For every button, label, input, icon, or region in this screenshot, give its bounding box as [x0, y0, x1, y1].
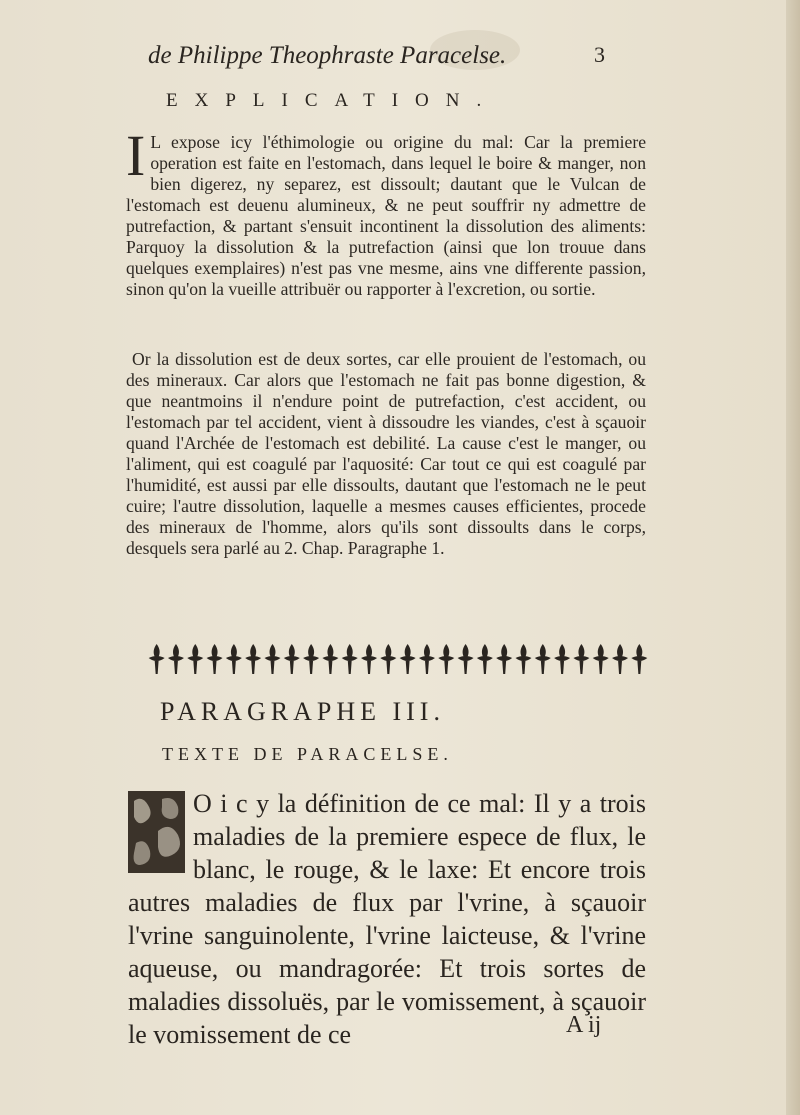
paragraph-heading: PARAGRAPHE III. [160, 697, 445, 726]
ornament-flower [554, 644, 570, 674]
texte-heading: TEXTE DE PARACELSE. [162, 744, 453, 764]
ornament-flower [380, 644, 396, 674]
paragraph-1-text: L expose icy l'éthimologie ou origine du mal: Car la premiere operation est faite en l'estomach, dans lequel le boire & manger, non bien digerez, ny separez, est dissoult; dautant que le Vulcan de l'estomach est deuenu alumineux, & ne peut souffrir ny admettre de putrefaction, & partant s'ensuit incontinent la dissolution des aliments: Parquoy la dissolution & la putrefaction (ainsi que lon trouue dans quelques exemplaires) n'est pas vne mesme, ains vne differente passion, sinon qu'on la vueille attribuër ou rapporter à l'excretion, ou sortie. [126, 132, 646, 299]
ornament-flower [187, 644, 203, 674]
ornament-flower [419, 644, 435, 674]
paragraph-2 [126, 349, 646, 559]
text-large-body: O i c y la définition de ce mal: Il y a trois maladies de la premiere espece de flux, le blanc, le rouge, & le laxe: Et encore trois autres maladies de flux par l'vrine, à sçauoir l'vrine sanguinolente, l'vrine laicteuse, & l'vrine aqueuse, ou mandragorée: Et trois sortes de maladies dissoluës, par le vomissement, à sçauoir le vomissement de ce [128, 789, 646, 1049]
ornament-flower [342, 644, 358, 674]
ornament-flower [573, 644, 589, 674]
ornament-flower [207, 644, 223, 674]
ornate-initial [128, 791, 185, 873]
ornament-flower [322, 644, 338, 674]
ornament-flower [612, 644, 628, 674]
ornament-flower [361, 644, 377, 674]
explication-heading: EXPLICATION. [166, 90, 499, 111]
ornament-svg [147, 640, 649, 680]
ornament-flower [245, 644, 261, 674]
ornament-flower [226, 644, 242, 674]
running-title: de Philippe Theophraste Paracelse. [148, 42, 507, 69]
ornament-flower [477, 644, 493, 674]
ornament-flower [593, 644, 609, 674]
ornament-flower [438, 644, 454, 674]
running-head [148, 42, 668, 78]
ornament-flower [535, 644, 551, 674]
drop-cap: I [126, 123, 146, 188]
page-number: 3 [594, 42, 605, 67]
floral-ornament-band [147, 640, 649, 680]
ornament-flower [149, 644, 165, 674]
ornament-flower [168, 644, 184, 674]
ornament-flower [631, 644, 647, 674]
ornament-flower [265, 644, 281, 674]
ornament-flower [284, 644, 300, 674]
ornament-flower [400, 644, 416, 674]
paragraph-1 [126, 123, 646, 300]
signature-mark: A ij [566, 1012, 602, 1038]
ornament-flower [496, 644, 512, 674]
ornament-flower [458, 644, 474, 674]
page-edge [786, 0, 800, 1115]
ornament-flower [516, 644, 532, 674]
paragraph-2-text: Or la dissolution est de deux sortes, car elle prouient de l'estomach, ou des mineraux. Car alors que l'estomach ne fait pas bonne digestion, & que neantmoins il n'endure point de putrefaction, c'est accident, ou l'estomach par tel accident, vient à dissoudre les viandes, c'est à sçauoir quand l'Archée de l'estomach est debilité. La cause c'est le manger, ou l'aliment, qui est coagulé par l'aquosité: Car tout ce qui est coagulé par l'humidité, est aussi par elle dissoults, dautant que l'estomach ne le peut cuire; l'autre dissolution, laquelle a mesmes causes efficientes, procede des mineraux de l'homme, alors qu'ils sont dissoults dans le corps, desquels sera parlé au 2. Chap. Paragraphe 1. [126, 349, 646, 558]
ornament-flower [303, 644, 319, 674]
